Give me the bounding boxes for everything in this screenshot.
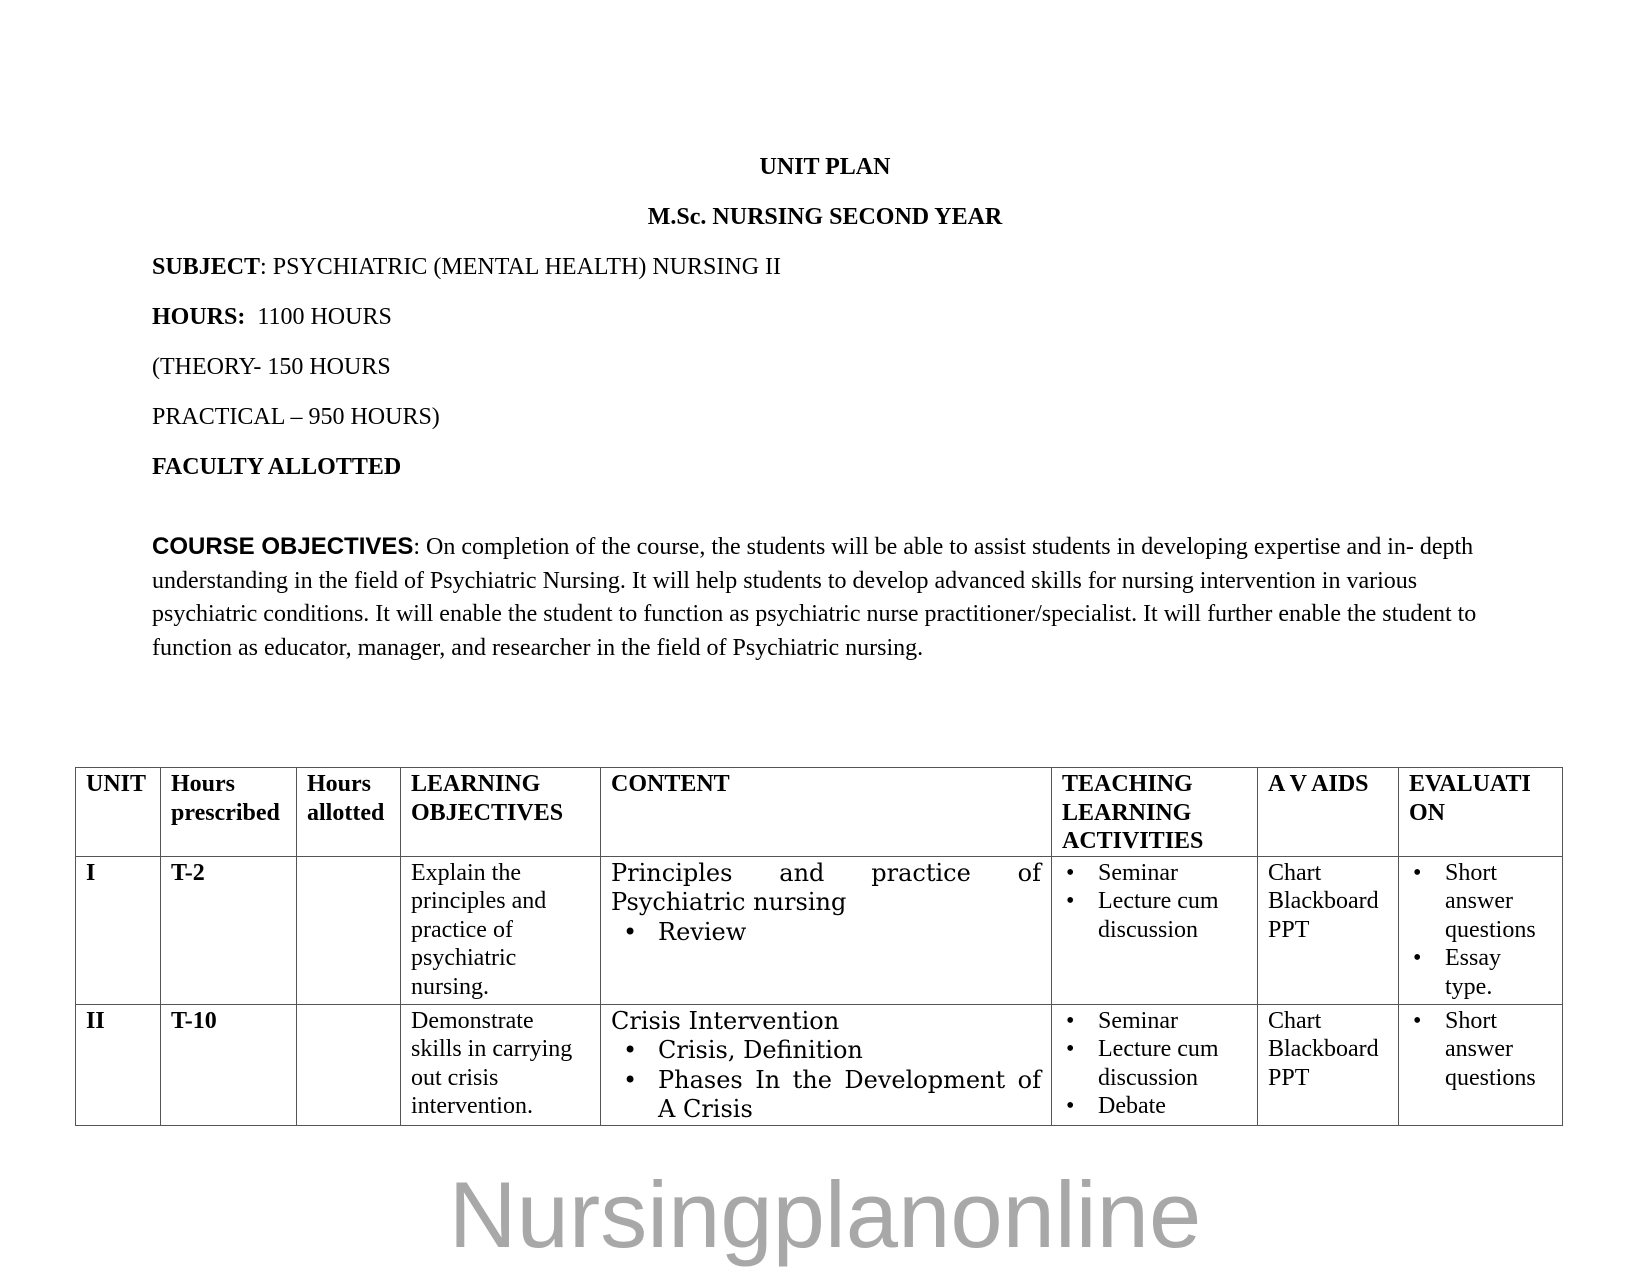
av-aid: Chart <box>1268 1007 1322 1034</box>
list-item: • Essay type. <box>1409 944 1552 1001</box>
cell-hours-allotted <box>297 856 401 1004</box>
table-row <box>76 856 1563 1004</box>
cell-unit: I <box>76 856 161 1004</box>
hours-label: HOURS: <box>152 304 246 330</box>
table-header-row <box>76 768 1563 857</box>
content-list <box>611 918 1041 948</box>
list-item: • Review <box>611 918 1041 948</box>
header-teaching-activities: TEACHING LEARNING ACTIVITIES <box>1052 768 1258 857</box>
activities-list <box>1062 859 1247 945</box>
content-heading: Principles and practice of Psychiatric nursing <box>611 858 1041 916</box>
activities-list <box>1062 1007 1247 1121</box>
header-hours-allotted: Hours allotted <box>297 768 401 857</box>
av-aid: Chart <box>1268 859 1322 886</box>
subject-label: SUBJECT <box>152 254 261 280</box>
av-aid: PPT <box>1268 916 1310 943</box>
subject-value: : PSYCHIATRIC (MENTAL HEALTH) NURSING II <box>260 254 782 280</box>
document-subtitle: M.Sc. NURSING SECOND YEAR <box>647 204 1003 230</box>
cell-evaluation <box>1399 856 1563 1004</box>
cell-content <box>601 1004 1052 1125</box>
cell-activities <box>1052 1004 1258 1125</box>
hours-value: 1100 HOURS <box>257 304 392 330</box>
header-unit: UNIT <box>76 768 161 857</box>
header-evaluation: EVALUATI ON <box>1399 768 1563 857</box>
table-row <box>76 1004 1563 1125</box>
cell-av-aids <box>1258 856 1399 1004</box>
cell-hours-allotted <box>297 1004 401 1125</box>
list-item: • Lecture cum discussion <box>1062 1035 1247 1092</box>
course-objectives-label: COURSE OBJECTIVES <box>152 533 414 560</box>
evaluation-list <box>1409 859 1552 1002</box>
cell-objective: Demonstrate skills in carrying out crisis intervention. <box>401 1004 601 1125</box>
cell-hours-prescribed: T-2 <box>161 856 297 1004</box>
header-hours-prescribed: Hours prescribed <box>161 768 297 857</box>
list-item: • Phases In the Development of A Crisis <box>611 1066 1041 1125</box>
unit-plan-table <box>75 767 1563 1126</box>
header-learning-objectives: LEARNING OBJECTIVES <box>401 768 601 857</box>
watermark: Nursingplanonline <box>448 1162 1202 1267</box>
document-title: UNIT PLAN <box>759 154 891 180</box>
list-item: • Debate <box>1062 1092 1247 1121</box>
list-item: • Crisis, Definition <box>611 1036 1041 1066</box>
cell-activities <box>1052 856 1258 1004</box>
av-aid: Blackboard <box>1268 888 1379 914</box>
hours-line <box>152 304 392 331</box>
cell-hours-prescribed: T-10 <box>161 1004 297 1125</box>
practical-hours: PRACTICAL – 950 HOURS) <box>152 404 440 430</box>
course-objectives-text: : On completion of the course, the students will be able to assist students in developing expertise and in- depth understanding in the field of Psychiatric Nursing. It will help students to develop advanced skills for nursing intervention in various psychiatric conditions. It will enable the student to function as psychiatric nurse practitioner/specialist. It will further enable the student to function as educator, manager, and researcher in the field of Psychiatric nursing. <box>152 534 1477 661</box>
list-item: • Short answer questions <box>1409 1007 1552 1093</box>
cell-objective: Explain the principles and practice of psychiatric nursing. <box>401 856 601 1004</box>
header-content: CONTENT <box>601 768 1052 857</box>
list-item: • Lecture cum discussion <box>1062 887 1247 944</box>
list-item: • Short answer questions <box>1409 859 1552 945</box>
av-aid: Blackboard <box>1268 1036 1379 1062</box>
evaluation-list <box>1409 1007 1552 1093</box>
list-item: • Seminar <box>1062 1007 1247 1036</box>
list-item: • Seminar <box>1062 859 1247 888</box>
theory-hours: (THEORY- 150 HOURS <box>152 354 391 380</box>
cell-evaluation <box>1399 1004 1563 1125</box>
av-aid: PPT <box>1268 1064 1310 1091</box>
cell-av-aids <box>1258 1004 1399 1125</box>
course-objectives <box>152 530 1497 665</box>
header-av-aids: A V AIDS <box>1258 768 1399 857</box>
cell-unit: II <box>76 1004 161 1125</box>
subject-line <box>152 254 781 281</box>
cell-content <box>601 856 1052 1004</box>
faculty-allotted: FACULTY ALLOTTED <box>152 454 402 480</box>
content-heading: Crisis Intervention <box>611 1006 840 1035</box>
content-list <box>611 1036 1041 1125</box>
